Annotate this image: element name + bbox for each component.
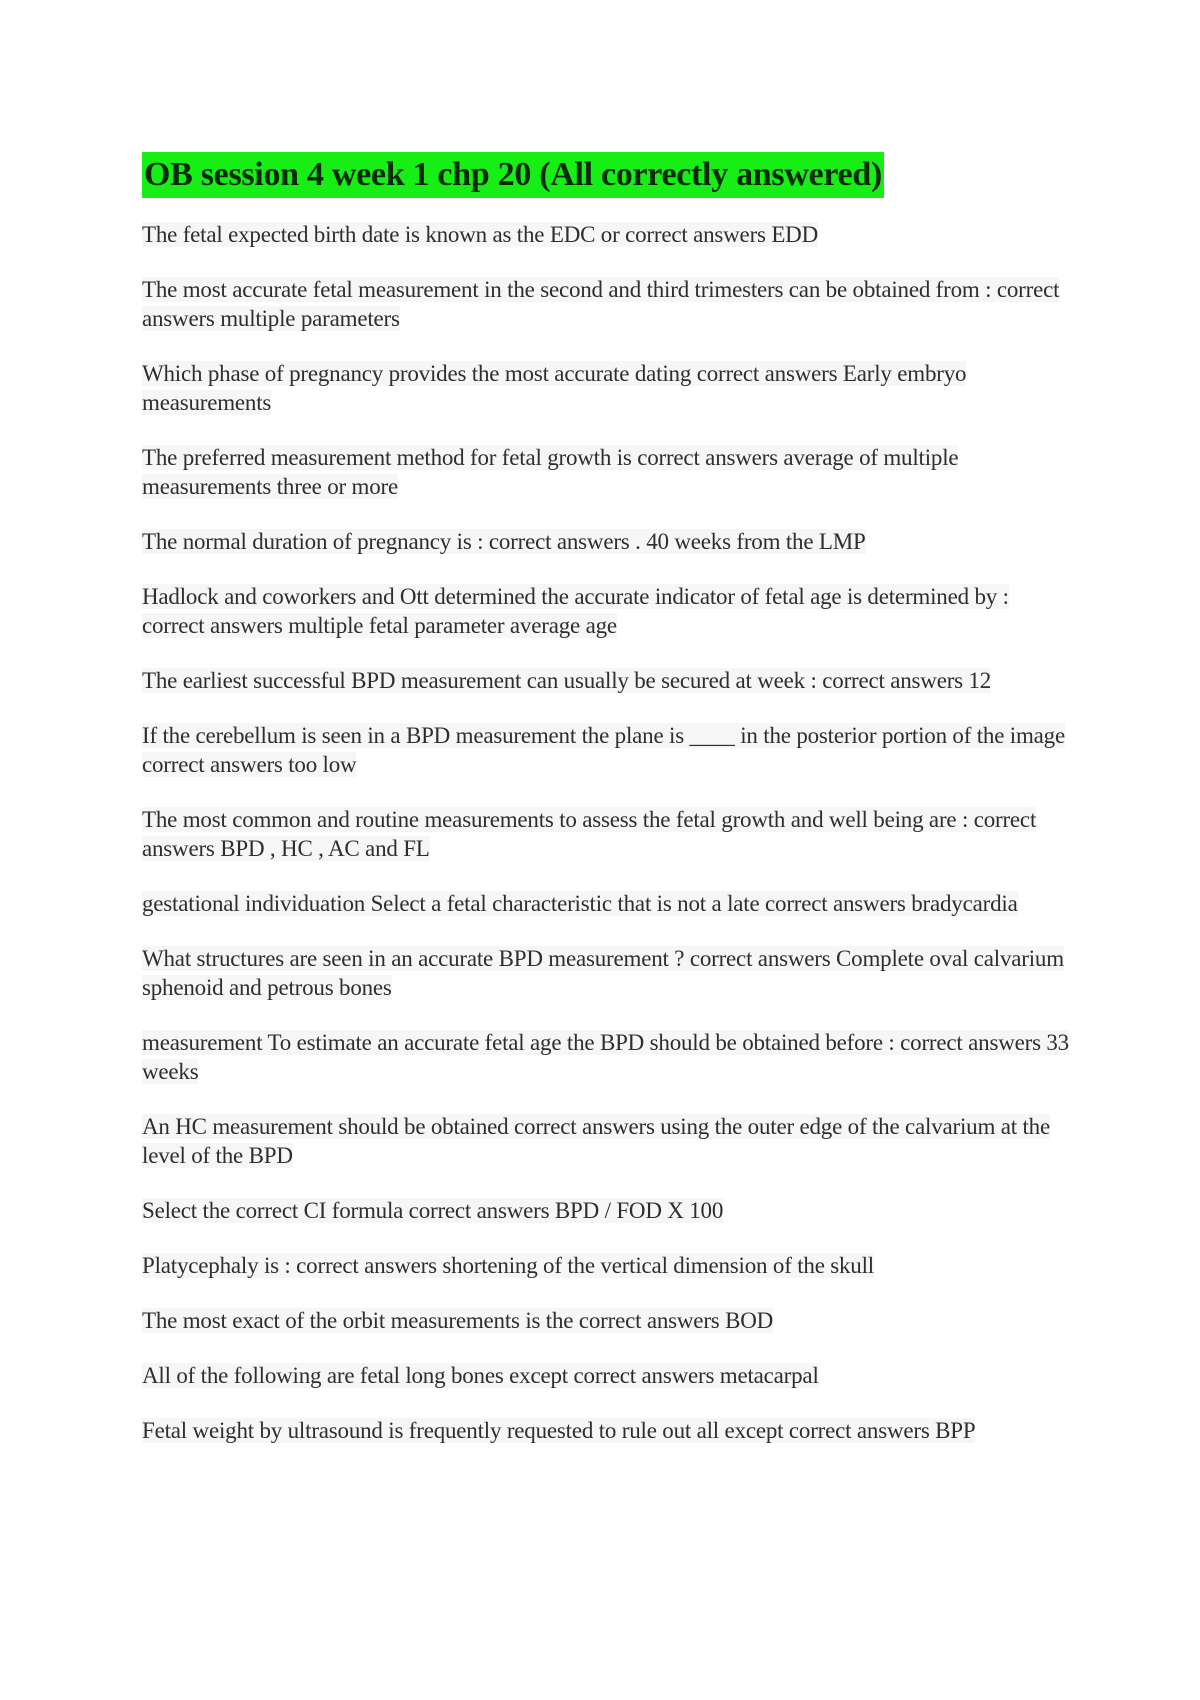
qa-item-text: The earliest successful BPD measurement can usually be secured at week : correct answers 12 xyxy=(142,668,992,693)
qa-item-text: Platycephaly is : correct answers shortening of the vertical dimension of the skull xyxy=(142,1253,874,1278)
qa-item-text: The preferred measurement method for fetal growth is correct answers average of multiple measurements three or more xyxy=(142,445,959,499)
qa-item-text: Hadlock and coworkers and Ott determined the accurate indicator of fetal age is determined by : correct answers multiple fetal parameter average age xyxy=(142,584,1009,638)
qa-item xyxy=(142,275,1072,333)
document-content xyxy=(142,152,1072,1471)
document-title: OB session 4 week 1 chp 20 (All correctly answered) xyxy=(142,152,884,198)
qa-item xyxy=(142,1196,1072,1225)
qa-item xyxy=(142,721,1072,779)
qa-list xyxy=(142,220,1072,1445)
qa-item xyxy=(142,1028,1072,1086)
qa-item xyxy=(142,1361,1072,1390)
qa-item-text: The most exact of the orbit measurements is the correct answers BOD xyxy=(142,1308,774,1333)
qa-item xyxy=(142,443,1072,501)
qa-item-text: The most common and routine measurements to assess the fetal growth and well being are : correct answers BPD , HC , AC and FL xyxy=(142,807,1037,861)
qa-item-text: The normal duration of pregnancy is : correct answers . 40 weeks from the LMP xyxy=(142,529,866,554)
qa-item-text: An HC measurement should be obtained correct answers using the outer edge of the calvarium at the level of the BPD xyxy=(142,1114,1050,1168)
qa-item-text: Select the correct CI formula correct answers BPD / FOD X 100 xyxy=(142,1198,724,1223)
qa-item-text: Which phase of pregnancy provides the most accurate dating correct answers Early embryo measurements xyxy=(142,361,967,415)
qa-item-text: All of the following are fetal long bones except correct answers metacarpal xyxy=(142,1363,819,1388)
qa-item xyxy=(142,944,1072,1002)
qa-item-text: What structures are seen in an accurate BPD measurement ? correct answers Complete oval calvarium sphenoid and petrous bones xyxy=(142,946,1064,1000)
qa-item xyxy=(142,1306,1072,1335)
qa-item-text: If the cerebellum is seen in a BPD measurement the plane is ____ in the posterior portion of the image correct answers too low xyxy=(142,723,1065,777)
qa-item xyxy=(142,582,1072,640)
qa-item xyxy=(142,1112,1072,1170)
qa-item xyxy=(142,220,1072,249)
qa-item-text: Fetal weight by ultrasound is frequently requested to rule out all except correct answers BPP xyxy=(142,1418,976,1443)
qa-item xyxy=(142,666,1072,695)
qa-item xyxy=(142,1251,1072,1280)
qa-item-text: The fetal expected birth date is known as the EDC or correct answers EDD xyxy=(142,222,818,247)
qa-item xyxy=(142,889,1072,918)
qa-item xyxy=(142,359,1072,417)
qa-item-text: measurement To estimate an accurate fetal age the BPD should be obtained before : correct answers 33 weeks xyxy=(142,1030,1069,1084)
qa-item-text: gestational individuation Select a fetal characteristic that is not a late correct answers bradycardia xyxy=(142,891,1018,916)
qa-item xyxy=(142,1416,1072,1445)
qa-item xyxy=(142,805,1072,863)
qa-item xyxy=(142,527,1072,556)
qa-item-text: The most accurate fetal measurement in the second and third trimesters can be obtained from : correct answers multiple parameters xyxy=(142,277,1060,331)
